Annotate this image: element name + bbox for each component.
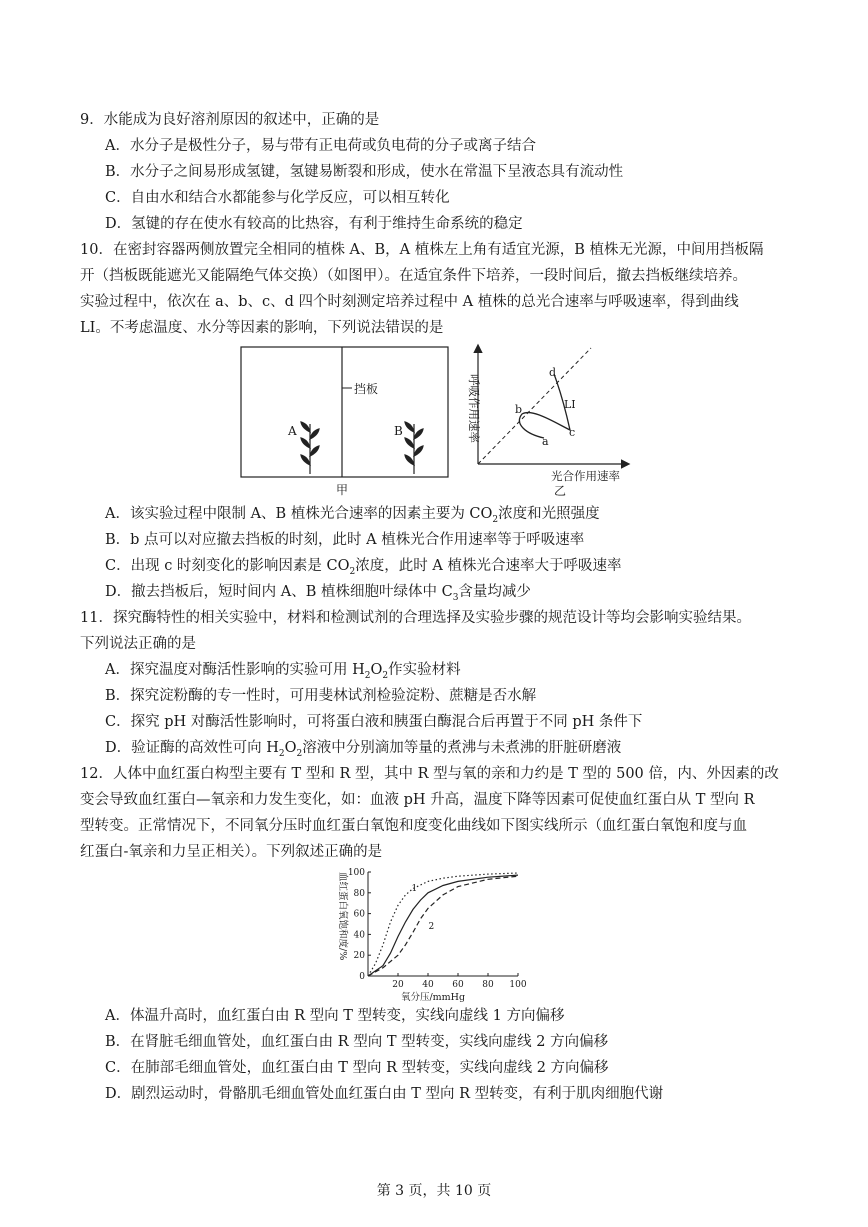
q11-option-a: A．探究温度对酶活性影响的实验可用 $H_2O_2$作实验材料: [105, 662, 461, 681]
x-tick-label: 80: [482, 980, 494, 990]
yi-curve-label: LI: [564, 398, 576, 411]
series-label: 1: [411, 883, 418, 894]
q9-option-b: B．水分子之间易形成氢键，氢键易断裂和形成，使水在常温下呈液态具有流动性: [105, 164, 624, 180]
q10-stem-line-4: LI。不考虑温度、水分等因素的影响，下列说法错误的是: [80, 320, 444, 336]
plant-b-icon: [405, 422, 423, 474]
q12-option-d: D．剧烈运动时，骨骼肌毛细血管处血红蛋白由 T 型向 R 型转变，有利于肌肉细胞代谢: [105, 1086, 664, 1102]
series-line-dashed: [368, 876, 518, 976]
q12-option-c: C．在肺部毛细血管处，血红蛋白由 T 型向 R 型转变，实线向虚线 2 方向偏移: [105, 1060, 609, 1076]
yi-point-b: b: [515, 403, 523, 416]
yi-point-c: c: [569, 426, 576, 439]
figure-yi: [456, 338, 646, 498]
q12-stem-line-1: 12．人体中血红蛋白构型主要有 T 型和 R 型，其中 R 型与氧的亲和力约是 T 型的 500 倍，内、外因素的改: [80, 766, 779, 782]
q10-option-b: B．b 点可以对应撤去挡板的时刻，此时 A 植株光合作用速率等于呼吸速率: [105, 532, 585, 548]
q10-option-c: C．出现 c 时刻变化的影响因素是 $CO_2$浓度，此时 A 植株光合速率大于呼吸速率: [105, 558, 622, 577]
chart-series: [368, 873, 518, 976]
q11-option-c: C．探究 pH 对酶活性影响时，可将蛋白液和胰蛋白酶混合后再置于不同 pH 条件下: [105, 714, 643, 730]
series-label: 2: [428, 921, 435, 932]
y-tick-label: 40: [353, 930, 365, 941]
plant-a-icon: [301, 422, 319, 474]
q12-stem-line-3: 型转变。正常情况下，不同氧分压时血红蛋白氧饱和度变化曲线如下图实线所示（血红蛋白氧饱和度与血: [80, 818, 747, 834]
yi-point-a: a: [542, 435, 549, 448]
q10-option-d: D．撤去挡板后，短时间内 A、B 植株细胞叶绿体中 $C_3$含量均减少: [105, 584, 531, 603]
x-axis-label: 氧分压/mmHg: [400, 992, 466, 1003]
plant-b-label: B: [394, 424, 403, 438]
y-tick-label: 80: [353, 888, 365, 899]
q11-option-b: B．探究淀粉酶的专一性时，可用斐林试剂检验淀粉、蔗糖是否水解: [105, 688, 537, 704]
q11-option-d: D．验证酶的高效性可向 $H_2O_2$溶液中分别滴加等量的煮沸与未煮沸的肝脏研磨液: [105, 740, 622, 759]
q9-option-d: D．氢键的存在使水有较高的比热容，有利于维持生命系统的稳定: [105, 216, 523, 232]
x-tick-label: 100: [509, 980, 527, 990]
oxygen-saturation-chart: [330, 864, 540, 1004]
q10-stem-line-1: 10．在密封容器两侧放置完全相同的植株 A、B，A 植株左上角有适宜光源，B 植株无光源，中间用挡板隔: [80, 242, 764, 258]
y-tick-label: 0: [359, 972, 365, 982]
yi-y-label: 呼吸作用速率: [467, 374, 481, 443]
yi-x-label: 光合作用速率: [551, 469, 620, 483]
figure-yi-caption: 乙: [554, 484, 567, 498]
container-box: [241, 347, 448, 477]
q11-stem-line-1: 11．探究酶特性的相关实验中，材料和检测试剂的合理选择及实验步骤的规范设计等均会影响实验结果。: [80, 610, 751, 626]
figure-jia: [236, 344, 456, 499]
series-line-dotted: [368, 873, 518, 976]
q9-stem: 9．水能成为良好溶剂原因的叙述中，正确的是: [80, 112, 380, 128]
y-tick-label: 60: [353, 909, 365, 920]
q10-stem-line-3: 实验过程中，依次在 a、b、c、d 四个时刻测定培养过程中 A 植株的总光合速率与呼吸速率，得到曲线: [80, 294, 739, 310]
q12-option-b: B．在肾脏毛细血管处，血红蛋白由 R 型向 T 型转变，实线向虚线 2 方向偏移: [105, 1034, 609, 1050]
yi-point-d: d: [549, 366, 557, 379]
x-tick-label: 40: [422, 980, 434, 990]
partition-label: 挡板: [354, 382, 379, 396]
x-tick-label: 60: [452, 980, 464, 990]
y-tick-label: 20: [353, 951, 365, 962]
q12-stem-line-2: 变会导致血红蛋白—氧亲和力发生变化，如：血液 pH 升高，温度下降等因素可促使血红蛋白从 T 型向 R: [80, 792, 755, 808]
x-tick-label: 20: [392, 980, 404, 990]
q12-stem-line-4: 红蛋白-氧亲和力呈正相关）。下列叙述正确的是: [80, 844, 383, 860]
q12-option-a: A．体温升高时，血红蛋白由 R 型向 T 型转变，实线向虚线 1 方向偏移: [105, 1008, 565, 1024]
yi-curve-li: [519, 374, 570, 438]
q11-stem-line-2: 下列说法正确的是: [80, 636, 196, 652]
q9-option-c: C．自由水和结合水都能参与化学反应，可以相互转化: [105, 190, 450, 206]
plant-a-label: A: [288, 424, 297, 438]
q10-option-a: A．该实验过程中限制 A、B 植株光合速率的因素主要为 $CO_2$浓度和光照强度: [105, 506, 600, 525]
figure-jia-caption: 甲: [335, 483, 349, 497]
y-axis-label: 血红蛋白氧饱和度/%: [337, 872, 348, 961]
chart-axes: [368, 872, 518, 976]
q9-option-a: A．水分子是极性分子，易与带有正电荷或负电荷的分子或离子结合: [105, 138, 536, 154]
q10-stem-line-2: 开（挡板既能遮光又能隔绝气体交换）（如图甲）。在适宜条件下培养，一段时间后，撤去挡板继续培养。: [80, 268, 747, 284]
y-tick-label: 100: [347, 868, 365, 878]
page-footer: 第 3 页，共 10 页: [376, 1183, 492, 1199]
